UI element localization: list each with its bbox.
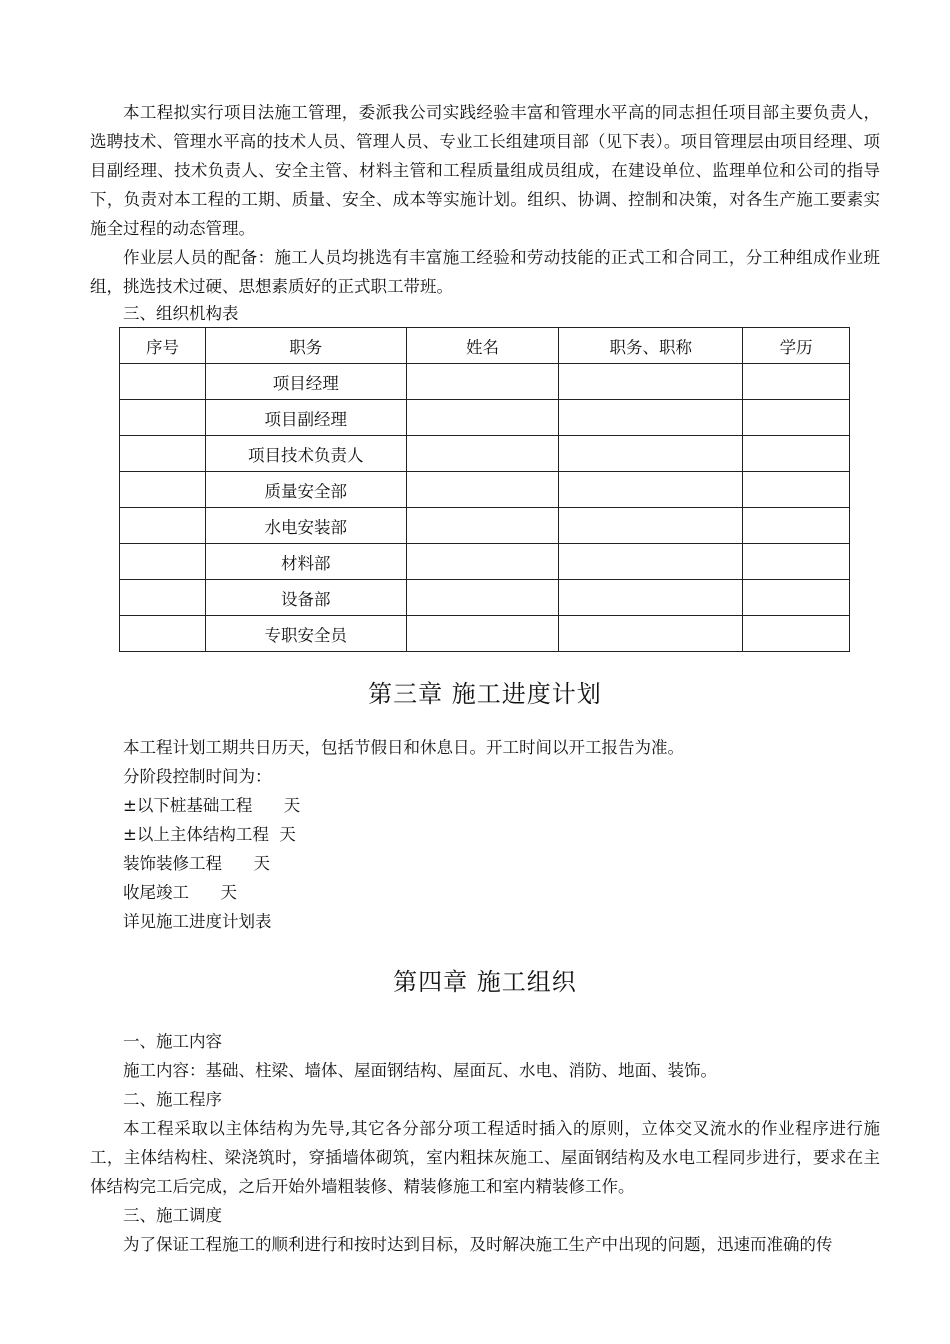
table-row [120,580,850,616]
table-row [120,400,850,436]
cell-role: 项目技术负责人 [205,436,406,472]
document-page [90,98,880,1259]
cell-education [743,508,850,544]
cell-title [559,436,743,472]
chapter-3-line: 详见施工进度计划表 [123,912,272,931]
cell-no [120,364,206,400]
cell-role: 材料部 [205,544,406,580]
cell-role: 专职安全员 [205,616,406,652]
intro-paragraph-1: 本工程拟实行项目法施工管理，委派我公司实践经验丰富和管理水平高的同志担任项目部主要负责人，选聘技术、管理水平高的技术人员、管理人员、专业工长组建项目部（见下表）。项目管理层由项目经理、项目副经理、技术负责人、安全主管、材料主管和工程质量组成员组成，在建设单位、监理单位和公司的指导下，负责对本工程的工期、质量、安全、成本等实施计划。组织、协调、控制和决策，对各生产施工要素实施全过程的动态管理。 [90,103,880,238]
cell-name [406,508,559,544]
cell-education [743,580,850,616]
section-3-heading: 三、施工调度 [123,1206,222,1225]
org-table-header-row [120,328,850,364]
cell-name [406,616,559,652]
cell-education [743,364,850,400]
cell-title [559,616,743,652]
cell-name [406,400,559,436]
cell-name [406,544,559,580]
chapter-3-line: 分阶段控制时间为： [123,767,272,786]
table-row [120,472,850,508]
cell-title [559,580,743,616]
header-no: 序号 [120,328,206,364]
cell-no [120,436,206,472]
cell-no [120,508,206,544]
table-row [120,508,850,544]
cell-no [120,616,206,652]
cell-title [559,400,743,436]
chapter-3-line: 装饰装修工程 天 [123,854,270,873]
cell-title [559,544,743,580]
section-1-heading: 一、施工内容 [123,1032,222,1051]
cell-no [120,544,206,580]
table-row [120,544,850,580]
cell-role: 质量安全部 [205,472,406,508]
header-title: 职务、职称 [559,328,743,364]
cell-no [120,580,206,616]
cell-name [406,580,559,616]
chapter-3-line: ±以下桩基础工程 天 [123,796,301,815]
cell-title [559,364,743,400]
cell-role: 设备部 [205,580,406,616]
org-table [119,327,850,652]
cell-name [406,472,559,508]
section-2-heading: 二、施工程序 [123,1090,222,1109]
cell-title [559,472,743,508]
chapter-3-line: ±以上主体结构工程 天 [123,825,296,844]
cell-title [559,508,743,544]
org-table-caption: 三、组织机构表 [123,304,239,323]
header-role: 职务 [205,328,406,364]
cell-name [406,436,559,472]
cell-education [743,544,850,580]
table-row [120,364,850,400]
chapter-3-line: 收尾竣工 天 [123,883,237,902]
cell-role: 水电安装部 [205,508,406,544]
cell-education [743,436,850,472]
intro-paragraph-2: 作业层人员的配备：施工人员均挑选有丰富施工经验和劳动技能的正式工和合同工，分工种组成作业班组，挑选技术过硬、思想素质好的正式职工带班。 [90,248,880,296]
section-2-text: 本工程采取以主体结构为先导,其它各分部分项工程适时插入的原则，立体交叉流水的作业程序进行施工，主体结构柱、梁浇筑时，穿插墙体砌筑，室内粗抹灰施工、屋面钢结构及水电工程同步进行，要求在主体结构完工后完成，之后开始外墙粗装修、精装修施工和室内精装修工作。 [90,1119,880,1196]
cell-no [120,472,206,508]
chapter-3-title: 第三章 施工进度计划 [368,680,602,708]
cell-no [120,400,206,436]
cell-name [406,364,559,400]
header-education: 学历 [743,328,850,364]
cell-education [743,472,850,508]
header-name: 姓名 [406,328,559,364]
cell-education [743,400,850,436]
cell-education [743,616,850,652]
cell-role: 项目副经理 [205,400,406,436]
table-row [120,616,850,652]
chapter-4-title: 第四章 施工组织 [393,968,577,996]
section-3-text: 为了保证工程施工的顺利进行和按时达到目标，及时解决施工生产中出现的问题，迅速而准确的传 [123,1235,833,1254]
section-1-text: 施工内容：基础、柱梁、墙体、屋面钢结构、屋面瓦、水电、消防、地面、装饰。 [123,1061,717,1080]
cell-role: 项目经理 [205,364,406,400]
table-row [120,436,850,472]
chapter-3-line: 本工程计划工期共日历天，包括节假日和休息日。开工时间以开工报告为准。 [123,738,684,757]
